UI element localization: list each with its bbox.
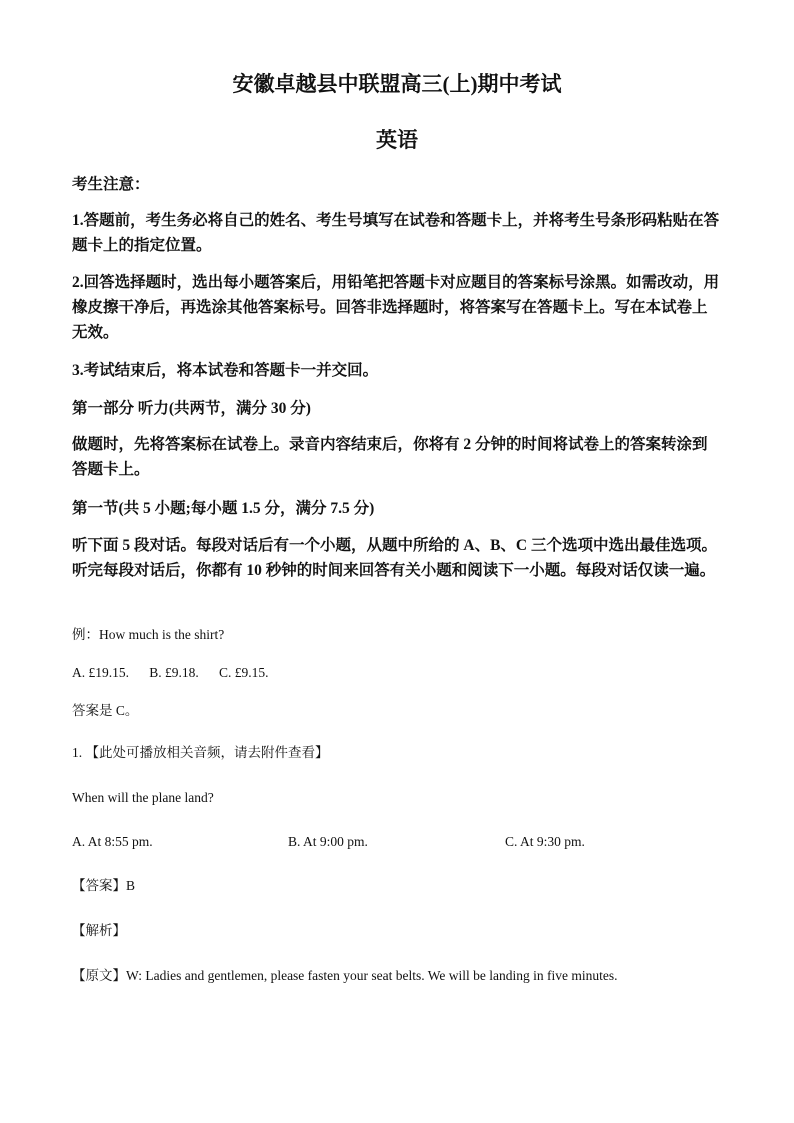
part1-instructions: 做题时，先将答案标在试卷上。录音内容结束后，你将有 2 分钟的时间将试卷上的答案转涂到答题卡上。	[72, 436, 708, 478]
notice-item-1: 1.答题前，考生务必将自己的姓名、考生号填写在试卷和答题卡上，并将考生号条形码粘贴在答题卡上的指定位置。	[72, 212, 720, 254]
example-answer: 答案是 C。	[72, 703, 139, 718]
example-options: A. £19.15. B. £9.18. C. £9.15.	[72, 665, 269, 680]
question-1-number: 1. 【此处可播放相关音频，请去附件查看】	[72, 745, 329, 760]
original-line	[72, 966, 722, 986]
question-1-option-b: B. At 9:00 pm.	[288, 834, 368, 849]
analysis-label: 【解析】	[72, 923, 126, 938]
original-text: W: Ladies and gentlemen, please fasten your seat belts. We will be landing in five minutes.	[126, 968, 618, 983]
answer-label: 【答案】	[72, 878, 126, 893]
subject-title: 英语	[376, 128, 418, 152]
question-1-option-a: A. At 8:55 pm.	[72, 834, 153, 849]
answer-line	[72, 876, 722, 896]
notice-item-2: 2.回答选择题时，选出每小题答案后，用铅笔把答题卡对应题目的答案标号涂黑。如需改动，用橡皮擦干净后，再选涂其他答案标号。回答非选择题时，将答案写在答题卡上。写在本试卷上无效。	[72, 274, 720, 341]
section1-instructions: 听下面 5 段对话。每段对话后有一个小题，从题中所给的 A、B、C 三个选项中选出最佳选项。听完每段对话后，你都有 10 秒钟的时间来回答有关小题和阅读下一小题。每段对话仅读一遍。	[72, 537, 717, 579]
original-label: 【原文】	[72, 968, 126, 983]
part1-heading: 第一部分 听力(共两节，满分 30 分)	[72, 400, 311, 417]
example-question: 例：How much is the shirt?	[72, 627, 225, 642]
question-1-text: When will the plane land?	[72, 790, 214, 805]
answer-value: B	[126, 878, 136, 893]
notice-heading: 考生注意：	[72, 176, 150, 193]
section1-heading: 第一节(共 5 小题;每小题 1.5 分，满分 7.5 分)	[72, 500, 375, 517]
notice-item-3: 3.考试结束后，将本试卷和答题卡一并交回。	[72, 362, 379, 379]
question-1-option-c: C. At 9:30 pm.	[505, 834, 585, 849]
exam-title: 安徽卓越县中联盟高三(上)期中考试	[232, 72, 562, 96]
